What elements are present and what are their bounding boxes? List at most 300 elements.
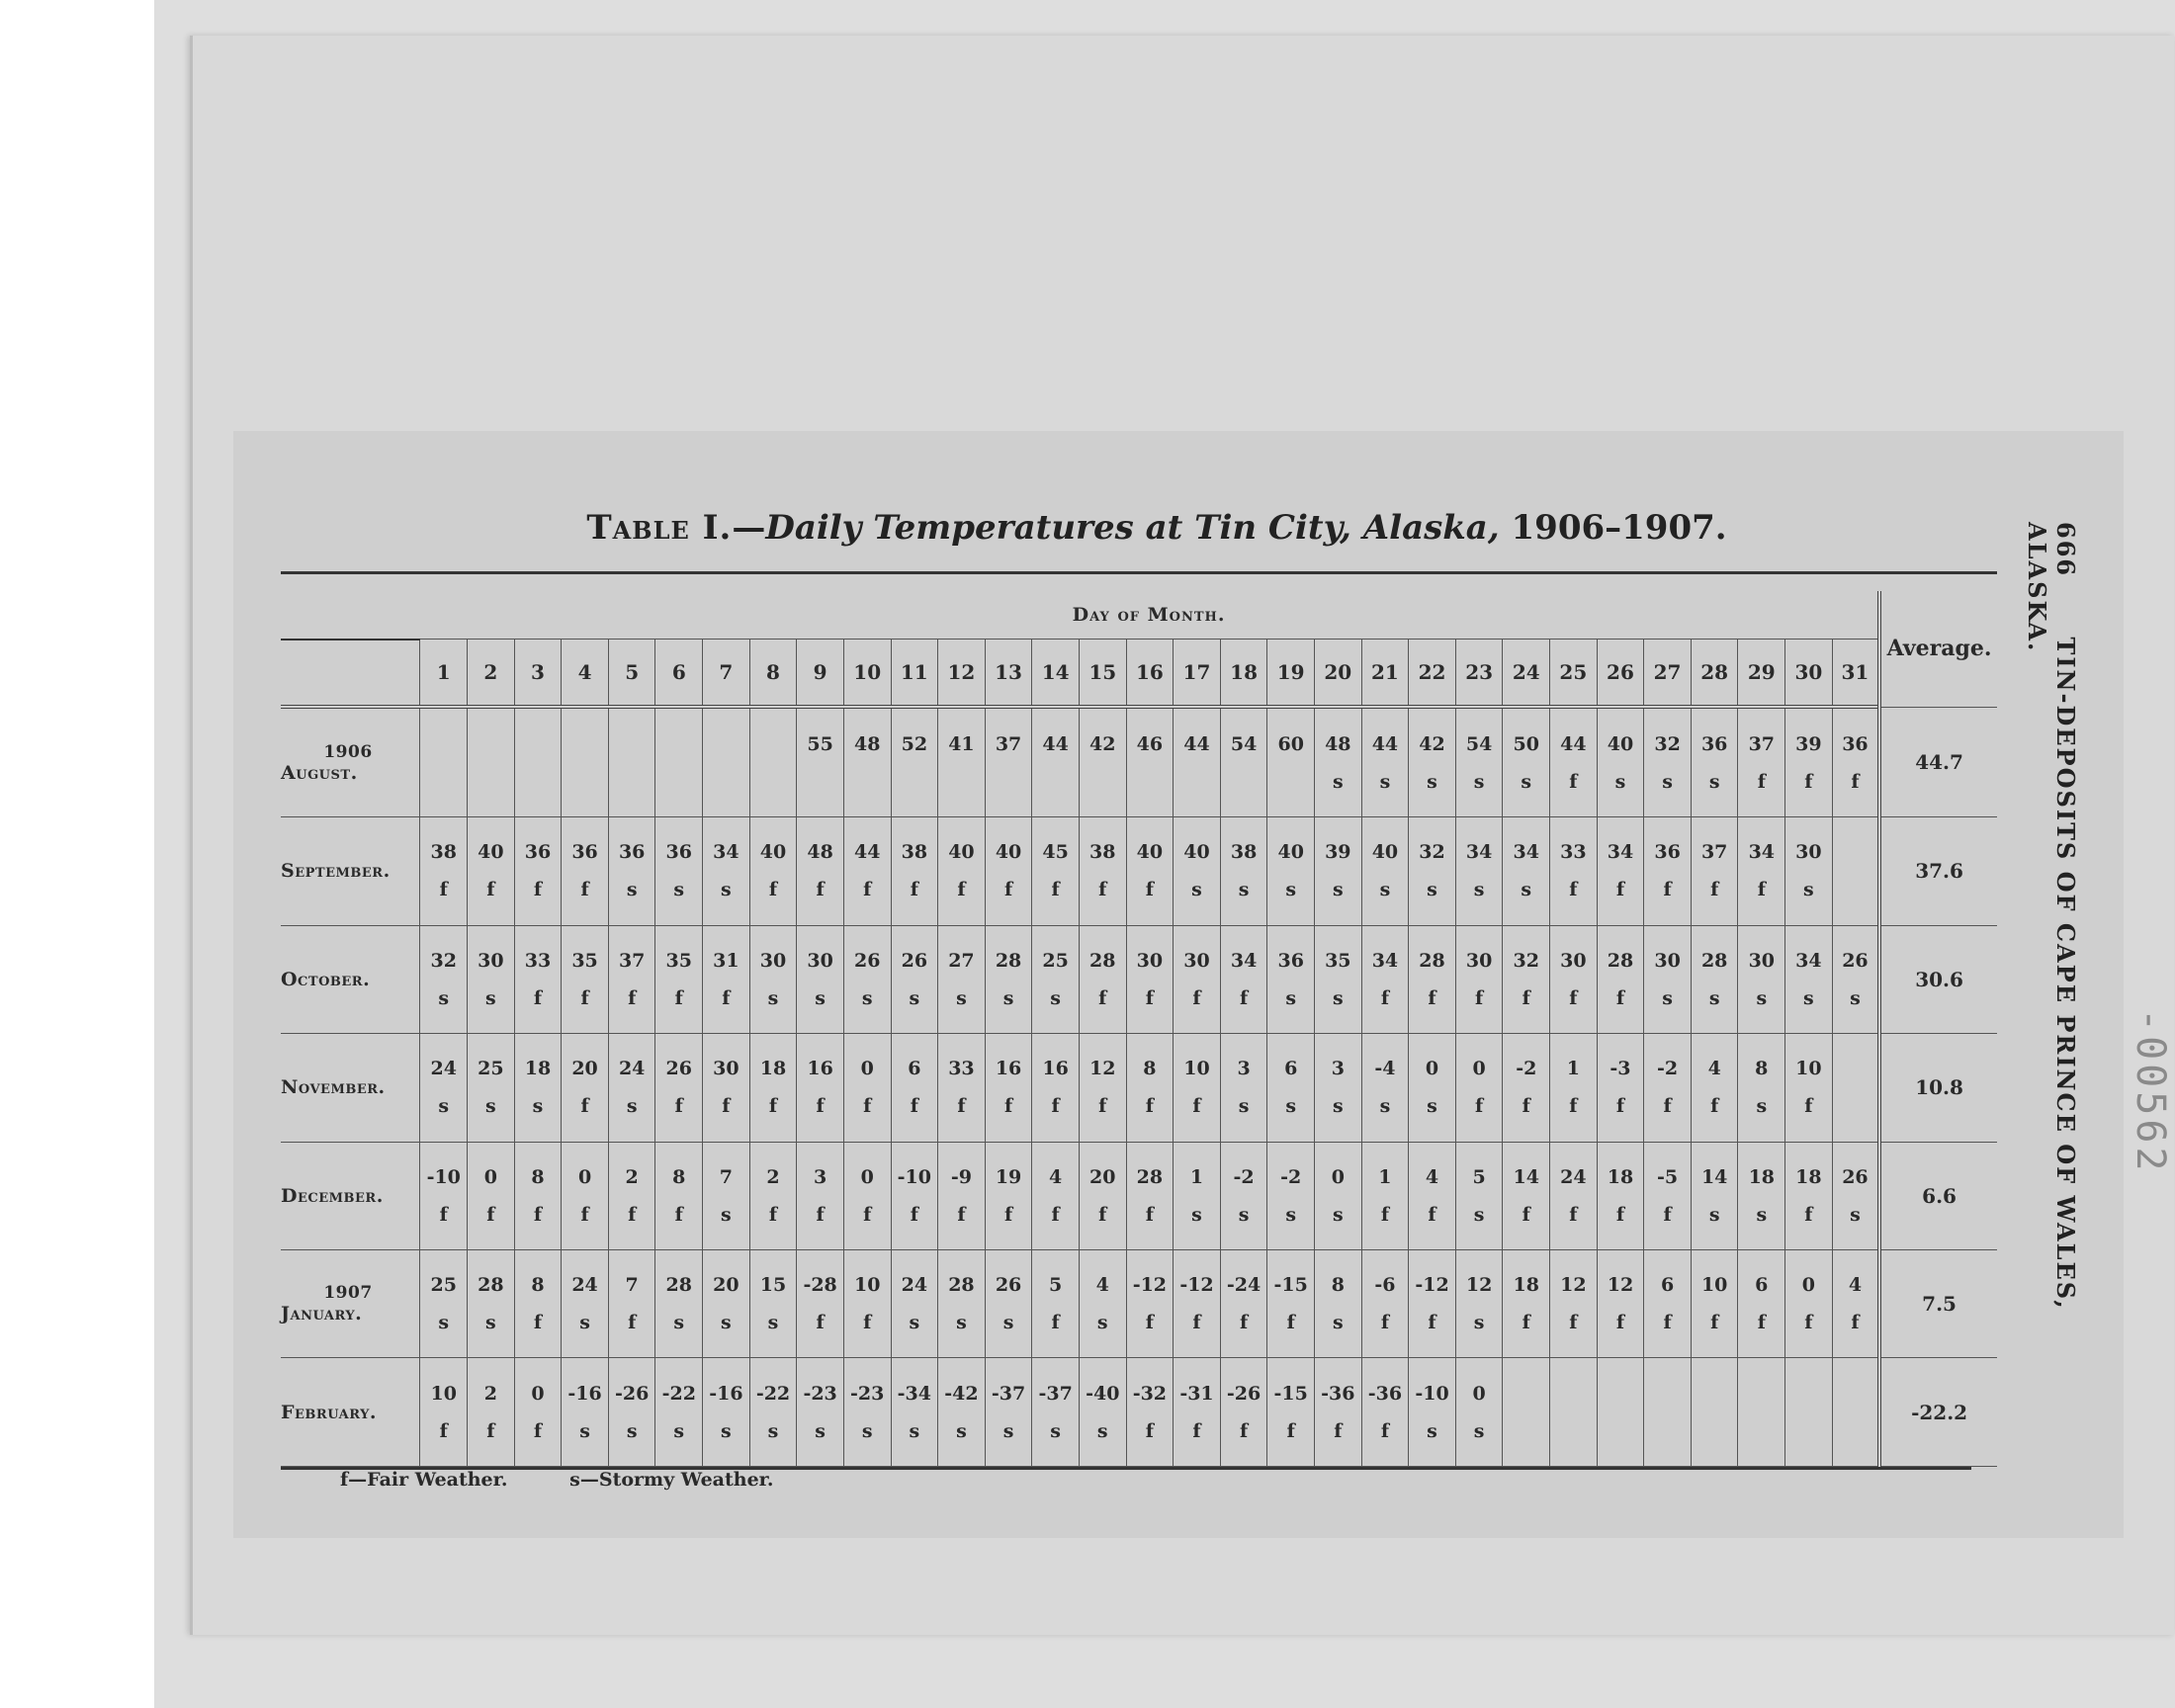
temperature-value xyxy=(655,726,702,763)
temperature-cell xyxy=(420,1034,468,1142)
temperature-cell xyxy=(1597,1358,1644,1467)
temperature-cell xyxy=(655,1142,703,1249)
temperature-cell xyxy=(938,1358,986,1467)
weather-code xyxy=(1785,1412,1832,1450)
temperature-value: 26 xyxy=(1842,1165,1869,1188)
temperature-cell xyxy=(843,925,891,1033)
temperature-value: 30 xyxy=(759,949,787,972)
temperature-value: -16 xyxy=(709,1382,743,1405)
temperature-cell xyxy=(1267,817,1315,925)
table-row xyxy=(281,707,1997,817)
temperature-cell xyxy=(1455,1034,1503,1142)
temperature-value: 40 xyxy=(1183,841,1210,864)
weather-code: f xyxy=(1192,1419,1201,1442)
temperature-cell xyxy=(1785,707,1833,817)
temperature-cell xyxy=(1738,1249,1785,1357)
temperature-value: 28 xyxy=(1136,1165,1164,1188)
weather-code: f xyxy=(1003,1095,1013,1118)
temperature-value: 35 xyxy=(571,949,598,972)
temperature-cell xyxy=(1174,707,1221,817)
temperature-cell xyxy=(891,1034,938,1142)
temperature-cell xyxy=(1597,707,1644,817)
temperature-value: 28 xyxy=(1419,949,1445,972)
day-of-month-header: Day of Month. xyxy=(420,591,1879,640)
weather-code xyxy=(1267,763,1314,801)
temperature-value: 0 xyxy=(483,1165,497,1188)
weather-code: s xyxy=(1803,986,1814,1009)
temperature-cell xyxy=(1220,1034,1267,1142)
temperature-cell xyxy=(1691,817,1738,925)
temperature-cell xyxy=(1315,1358,1362,1467)
weather-code: f xyxy=(1098,986,1107,1009)
weather-code: f xyxy=(580,1203,589,1226)
temperature-cell xyxy=(1550,707,1598,817)
weather-code: s xyxy=(673,1312,685,1334)
weather-code: s xyxy=(1332,1095,1344,1118)
temperature-cell xyxy=(1361,707,1409,817)
temperature-cell xyxy=(1832,1358,1879,1467)
weather-code xyxy=(1503,1412,1549,1450)
temperature-value: 6 xyxy=(1660,1274,1675,1297)
temperature-cell xyxy=(1315,1034,1362,1142)
temperature-value: 38 xyxy=(1230,841,1258,864)
temperature-cell xyxy=(1738,707,1785,817)
weather-code: s xyxy=(1191,879,1202,901)
temperature-cell xyxy=(562,817,609,925)
temperature-value xyxy=(1550,1375,1597,1412)
header-row-top xyxy=(281,591,1997,640)
weather-code: s xyxy=(626,1095,638,1118)
weather-code: f xyxy=(1192,1095,1201,1118)
table-row xyxy=(281,1358,1997,1467)
temperature-value: 28 xyxy=(665,1274,692,1297)
temperature-value: 24 xyxy=(430,1058,457,1080)
temperature-value: 48 xyxy=(1325,732,1351,755)
temperature-value xyxy=(562,726,608,763)
temperature-value xyxy=(1785,1375,1832,1412)
temperature-cell xyxy=(938,1249,986,1357)
temperature-value: 0 xyxy=(1472,1058,1486,1080)
temperature-value: 54 xyxy=(1465,732,1493,755)
weather-code: f xyxy=(1615,1312,1625,1334)
weather-code xyxy=(562,763,608,801)
temperature-cell xyxy=(1315,925,1362,1033)
temperature-value xyxy=(515,726,562,763)
temperature-value: -10 xyxy=(897,1165,931,1188)
weather-code: f xyxy=(1804,1095,1813,1118)
temperature-cell xyxy=(797,925,844,1033)
average-cell: 6.6 xyxy=(1879,1142,1997,1249)
day-header-cell: 1 xyxy=(420,640,468,708)
weather-code: f xyxy=(957,1203,966,1226)
temperature-cell xyxy=(1597,817,1644,925)
temperature-cell xyxy=(1597,1249,1644,1357)
temperature-value: 25 xyxy=(1042,949,1069,972)
weather-code: s xyxy=(721,1419,732,1442)
temperature-value: 30 xyxy=(478,949,504,972)
temperature-value: -15 xyxy=(1273,1382,1308,1405)
temperature-value: -28 xyxy=(803,1274,837,1297)
temperature-cell xyxy=(1361,1358,1409,1467)
temperature-value: 30 xyxy=(1465,949,1493,972)
month-cell xyxy=(281,1142,420,1249)
temperature-value xyxy=(468,726,514,763)
temperature-value: 31 xyxy=(713,949,740,972)
temperature-cell xyxy=(1644,1249,1692,1357)
running-head xyxy=(2023,522,2080,1392)
legend xyxy=(340,1469,829,1491)
temperature-cell xyxy=(1832,1249,1879,1357)
temperature-value xyxy=(1692,1375,1738,1412)
temperature-value: 8 xyxy=(1143,1058,1157,1080)
day-header-cell: 23 xyxy=(1455,640,1503,708)
temperature-cell xyxy=(1785,1142,1833,1249)
weather-code: f xyxy=(1663,1095,1672,1118)
temperature-value: 34 xyxy=(1465,841,1493,864)
temperature-value: 6 xyxy=(908,1058,921,1080)
temperature-cell xyxy=(562,1358,609,1467)
temperature-cell xyxy=(420,707,468,817)
temperature-value xyxy=(703,726,749,763)
temperature-value: 33 xyxy=(1560,841,1587,864)
weather-code: f xyxy=(863,1312,872,1334)
temperature-cell xyxy=(1361,1249,1409,1357)
temperature-cell xyxy=(1409,1358,1456,1467)
temperature-value xyxy=(750,726,797,763)
day-header-cell: 12 xyxy=(938,640,986,708)
weather-code: s xyxy=(1379,770,1391,793)
temperature-cell xyxy=(1503,817,1550,925)
day-header-cell: 29 xyxy=(1738,640,1785,708)
weather-code: f xyxy=(1615,986,1625,1009)
temperature-value: 16 xyxy=(1042,1058,1069,1080)
weather-code: f xyxy=(957,879,966,901)
weather-code: f xyxy=(1239,1419,1249,1442)
temperature-value: 8 xyxy=(1331,1274,1345,1297)
temperature-value: 18 xyxy=(759,1058,787,1080)
temperature-cell xyxy=(420,1358,468,1467)
temperature-cell xyxy=(938,925,986,1033)
weather-code: f xyxy=(1522,986,1530,1009)
temperature-cell xyxy=(891,817,938,925)
weather-code: s xyxy=(909,986,920,1009)
temperature-value: -22 xyxy=(755,1382,791,1405)
weather-code: s xyxy=(909,1419,920,1442)
temperature-value: 7 xyxy=(719,1165,733,1188)
weather-code: f xyxy=(816,1095,825,1118)
temperature-value: 10 xyxy=(1700,1274,1728,1297)
weather-code: s xyxy=(484,1095,496,1118)
weather-code: f xyxy=(1145,1312,1154,1334)
day-header-cell: 5 xyxy=(608,640,655,708)
archive-stamp: -00562 xyxy=(2128,1008,2173,1175)
temperature-value: 4 xyxy=(1848,1274,1863,1297)
weather-code: s xyxy=(626,879,638,901)
temperature-cell xyxy=(938,1034,986,1142)
temperature-value: 30 xyxy=(1183,949,1210,972)
weather-code xyxy=(1738,1412,1784,1450)
weather-code: s xyxy=(532,1095,544,1118)
temperature-value: 42 xyxy=(1089,732,1116,755)
temperature-value xyxy=(1644,1375,1691,1412)
temperature-value: -5 xyxy=(1657,1165,1679,1188)
month-label: September. xyxy=(281,860,391,883)
temperature-cell xyxy=(703,1249,750,1357)
temperature-value: 0 xyxy=(1472,1382,1486,1405)
temperature-cell xyxy=(1409,1249,1456,1357)
temperature-value: 16 xyxy=(807,1058,833,1080)
temperature-cell xyxy=(1832,1142,1879,1249)
weather-code xyxy=(892,763,938,801)
temperature-cell xyxy=(797,1034,844,1142)
temperature-cell xyxy=(1032,1034,1080,1142)
weather-code: s xyxy=(1002,1312,1014,1334)
title-dash: — xyxy=(732,508,766,548)
average-cell: 37.6 xyxy=(1879,817,1997,925)
temperature-cell xyxy=(1550,925,1598,1033)
temperature-cell xyxy=(1503,1142,1550,1249)
temperature-cell xyxy=(1315,707,1362,817)
temperature-value: 0 xyxy=(1331,1165,1345,1188)
temperature-cell xyxy=(1315,1142,1362,1249)
temperature-cell xyxy=(1832,1034,1879,1142)
temperature-cell xyxy=(1409,817,1456,925)
weather-code: f xyxy=(910,1203,918,1226)
weather-code: f xyxy=(1851,1312,1860,1334)
table-row xyxy=(281,1034,1997,1142)
weather-code: f xyxy=(1428,986,1436,1009)
weather-code xyxy=(1692,1412,1738,1450)
temperature-value: 0 xyxy=(531,1382,545,1405)
weather-code xyxy=(1833,871,1877,908)
weather-code: f xyxy=(1380,1312,1389,1334)
weather-code: s xyxy=(1285,986,1297,1009)
weather-code: s xyxy=(1850,986,1861,1009)
temperature-value: -22 xyxy=(661,1382,696,1405)
weather-code: f xyxy=(628,986,637,1009)
temperature-value: 34 xyxy=(1513,841,1539,864)
weather-code: s xyxy=(1332,1312,1344,1334)
temperature-cell xyxy=(749,1249,797,1357)
temperature-cell xyxy=(420,1142,468,1249)
weather-code: f xyxy=(1710,1312,1719,1334)
weather-code: f xyxy=(580,1095,589,1118)
temperature-cell xyxy=(562,707,609,817)
temperature-value: 20 xyxy=(713,1274,740,1297)
temperature-value: 19 xyxy=(995,1165,1022,1188)
temperature-cell xyxy=(749,1034,797,1142)
temperature-cell xyxy=(843,1034,891,1142)
weather-code: s xyxy=(579,1419,590,1442)
weather-code: f xyxy=(1098,879,1107,901)
temperature-cell xyxy=(1361,925,1409,1033)
temperature-cell xyxy=(938,1142,986,1249)
weather-code: s xyxy=(1096,1312,1108,1334)
temperature-cell xyxy=(938,817,986,925)
weather-code xyxy=(750,763,797,801)
temperature-cell xyxy=(749,707,797,817)
temperature-value: 38 xyxy=(901,841,928,864)
temperature-cell xyxy=(1597,1034,1644,1142)
temperature-value: -24 xyxy=(1226,1274,1262,1297)
weather-code: f xyxy=(533,1419,543,1442)
table-title xyxy=(297,508,2017,548)
temperature-value xyxy=(1833,833,1877,871)
temperature-value: 24 xyxy=(1560,1165,1587,1188)
temperature-value: -36 xyxy=(1367,1382,1403,1405)
temperature-value: -2 xyxy=(1233,1165,1255,1188)
month-label: November. xyxy=(281,1076,386,1099)
weather-code: s xyxy=(626,1419,638,1442)
weather-code: s xyxy=(673,879,685,901)
temperature-cell xyxy=(1550,1358,1598,1467)
weather-code: s xyxy=(1285,879,1297,901)
temperature-value: -26 xyxy=(615,1382,650,1405)
corner-cell xyxy=(281,591,420,640)
temperature-cell xyxy=(468,817,515,925)
temperature-value: -37 xyxy=(991,1382,1026,1405)
temperature-value: -34 xyxy=(897,1382,931,1405)
temperature-cell xyxy=(1785,1358,1833,1467)
temperature-value: 36 xyxy=(571,841,598,864)
day-header-cell: 28 xyxy=(1691,640,1738,708)
temperature-value: 15 xyxy=(759,1274,787,1297)
temperature-value: 5 xyxy=(1472,1165,1486,1188)
temperature-cell xyxy=(843,707,891,817)
temperature-cell xyxy=(514,707,562,817)
weather-code: f xyxy=(1804,770,1813,793)
weather-code: s xyxy=(1002,1419,1014,1442)
temperature-value: 40 xyxy=(759,841,787,864)
temperature-cell xyxy=(1644,925,1692,1033)
weather-code: s xyxy=(861,986,873,1009)
temperature-value: 40 xyxy=(948,841,975,864)
weather-code xyxy=(1833,1412,1877,1450)
weather-code: f xyxy=(1851,770,1860,793)
table-row xyxy=(281,925,1997,1033)
temperature-cell xyxy=(1079,817,1126,925)
temperature-value: 39 xyxy=(1325,841,1351,864)
temperature-cell xyxy=(1315,1249,1362,1357)
weather-code: f xyxy=(1334,1419,1343,1442)
weather-code: f xyxy=(768,879,778,901)
day-header-cell: 18 xyxy=(1220,640,1267,708)
temperature-cell xyxy=(1738,1034,1785,1142)
legend-fair: f—Fair Weather. xyxy=(340,1469,508,1491)
temperature-value: 0 xyxy=(1425,1058,1439,1080)
temperature-value: 32 xyxy=(1419,841,1445,864)
temperature-cell xyxy=(468,1358,515,1467)
temperature-value xyxy=(609,726,655,763)
temperature-value: 27 xyxy=(948,949,975,972)
temperature-value: 46 xyxy=(1136,732,1164,755)
temperature-cell xyxy=(1738,1142,1785,1249)
weather-code: f xyxy=(1003,879,1013,901)
temperature-value: 26 xyxy=(995,1274,1022,1297)
weather-code: f xyxy=(816,1312,825,1334)
month-label: August. xyxy=(281,761,358,784)
temperature-value: -12 xyxy=(1132,1274,1168,1297)
temperature-cell xyxy=(843,1249,891,1357)
temperature-value: 36 xyxy=(665,841,692,864)
temperature-cell xyxy=(562,1249,609,1357)
temperature-cell xyxy=(1174,817,1221,925)
weather-code xyxy=(1644,1412,1691,1450)
temperature-cell xyxy=(1174,1034,1221,1142)
day-header-cell: 2 xyxy=(468,640,515,708)
temperature-cell xyxy=(1550,1142,1598,1249)
temperature-value: 55 xyxy=(807,732,833,755)
temperature-cell xyxy=(608,707,655,817)
weather-code: f xyxy=(1286,1419,1295,1442)
weather-code: f xyxy=(1475,986,1484,1009)
weather-code: s xyxy=(1473,770,1485,793)
temperature-cell xyxy=(703,1034,750,1142)
weather-code xyxy=(1080,763,1126,801)
temperature-cell xyxy=(985,1034,1032,1142)
weather-code: f xyxy=(674,986,683,1009)
weather-code: s xyxy=(438,986,450,1009)
month-label: January. xyxy=(281,1303,363,1325)
weather-code: s xyxy=(767,986,779,1009)
temperature-cell xyxy=(608,1142,655,1249)
temperature-cell xyxy=(985,1142,1032,1249)
temperature-cell xyxy=(1503,707,1550,817)
temperature-value: 18 xyxy=(1748,1165,1776,1188)
weather-code: f xyxy=(1239,986,1249,1009)
temperature-cell xyxy=(985,1249,1032,1357)
temperature-cell xyxy=(985,1358,1032,1467)
weather-code: s xyxy=(1756,1203,1768,1226)
temperature-value: 38 xyxy=(430,841,457,864)
weather-code: s xyxy=(1285,1203,1297,1226)
temperature-cell xyxy=(1691,1142,1738,1249)
day-header-cell: 8 xyxy=(749,640,797,708)
temperature-value: 25 xyxy=(430,1274,457,1297)
weather-code: s xyxy=(1708,986,1720,1009)
weather-code: f xyxy=(1145,1095,1154,1118)
temperature-value: 20 xyxy=(571,1058,598,1080)
temperature-cell xyxy=(1079,1142,1126,1249)
temperature-cell xyxy=(1079,1249,1126,1357)
weather-code: f xyxy=(1757,770,1766,793)
temperature-value: 8 xyxy=(672,1165,686,1188)
weather-code: f xyxy=(1663,1312,1672,1334)
temperature-cell xyxy=(1785,1034,1833,1142)
temperature-cell xyxy=(843,1358,891,1467)
day-header-cell: 26 xyxy=(1597,640,1644,708)
temperature-cell xyxy=(703,1142,750,1249)
title-italic: Daily Temperatures at Tin City, Alaska, xyxy=(765,508,1500,548)
month-cell xyxy=(281,817,420,925)
temperature-cell xyxy=(420,925,468,1033)
weather-code xyxy=(1127,763,1174,801)
temperature-cell xyxy=(843,1142,891,1249)
temperature-cell xyxy=(1832,925,1879,1033)
weather-code: f xyxy=(1475,1095,1484,1118)
weather-code: s xyxy=(1238,1095,1250,1118)
weather-code: f xyxy=(768,1095,778,1118)
weather-code: f xyxy=(486,879,495,901)
weather-code: s xyxy=(484,986,496,1009)
weather-code: f xyxy=(1710,879,1719,901)
weather-code: f xyxy=(1569,1312,1578,1334)
weather-code: s xyxy=(861,1419,873,1442)
weather-code: f xyxy=(1710,1095,1719,1118)
temperature-cell xyxy=(1455,817,1503,925)
temperature-value: 18 xyxy=(1795,1165,1822,1188)
weather-code: f xyxy=(1663,1203,1672,1226)
